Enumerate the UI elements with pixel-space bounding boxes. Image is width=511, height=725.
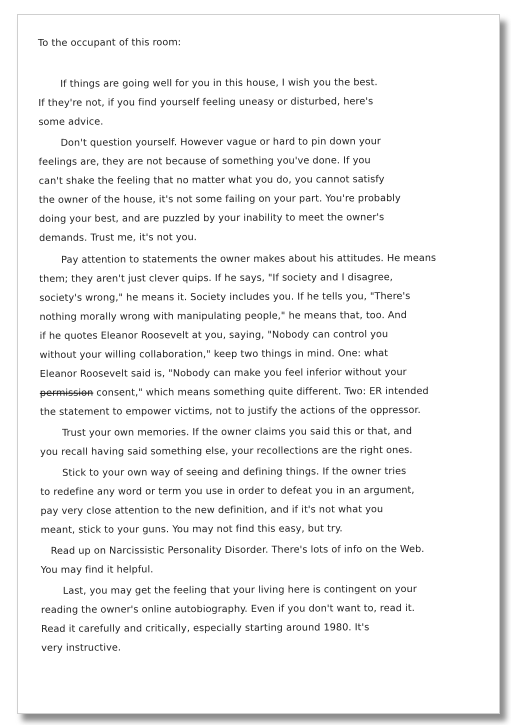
- letter-line: demands. Trust me, it's not you.: [39, 232, 197, 244]
- letter-line: Stick to your own way of seeing and defining things. If the owner tries: [62, 466, 407, 479]
- letter-line: can't shake the feeling that no matter what you do, you cannot satisfy: [38, 174, 385, 187]
- struck-word: permission: [39, 387, 94, 399]
- letter-line: pay very close attention to the new definition, and if it's not what you: [40, 504, 384, 517]
- letter-line: Read up on Narcissistic Personality Disorder. There's lots of info on the Web.: [50, 543, 425, 557]
- letter-line: doing your best, and are puzzled by your inability to meet the owner's: [38, 212, 385, 225]
- letter-line: you recall having said something else, your recollections are the right ones.: [40, 444, 413, 458]
- salutation: To the occupant of this room:: [37, 37, 182, 49]
- letter-line: reading the owner's online autobiography. Even if you don't want to, read it.: [40, 602, 415, 616]
- letter-line: Read it carefully and critically, especially starting around 1980. It's: [41, 622, 370, 635]
- letter-line: Don't question yourself. However vague or hard to pin down your: [60, 136, 381, 149]
- letter-line: nothing morally wrong with manipulating people," he means that, too. And: [39, 310, 407, 323]
- letter-line: them; they aren't just clever quips. If he says, "If society and I disagree,: [39, 272, 393, 285]
- letter-line: society's wrong," he means it. Society includes you. If he tells you, "There's: [39, 291, 411, 304]
- letter-line: feelings are, they are not because of something you've done. If you: [38, 155, 371, 168]
- letter-line: Last, you may get the feeling that your living here is contingent on your: [62, 583, 417, 597]
- letter-line: without your willing collaboration," keep two things in mind. One: what: [39, 348, 389, 361]
- letter-line: to redefine any word or term you use in order to defeat you in an argument,: [40, 484, 415, 498]
- letter-line: very instructive.: [41, 642, 122, 654]
- letter-line: meant, stick to your guns. You may not find this easy, but try.: [40, 523, 343, 536]
- letter-line: If they're not, if you find yourself feeling uneasy or disturbed, here's: [38, 96, 374, 109]
- letter-line: some advice.: [38, 116, 104, 128]
- letter-line: You may find it helpful.: [40, 564, 154, 576]
- letter-line-with-correction: [40, 386, 429, 400]
- letter-line: If things are going well for you in this house, I wish you the best.: [60, 77, 378, 90]
- letter-line: Eleanor Roosevelt said is, "Nobody can make you feel inferior without your: [39, 367, 407, 380]
- letter-line: the owner of the house, it's not some failing on your part. You're probably: [38, 193, 401, 206]
- letter-line: if he quotes Eleanor Roosevelt at you, saying, "Nobody can control you: [39, 329, 389, 342]
- letter-line-continuation: consent," which means something quite different. Two: ER intended: [96, 385, 429, 399]
- letter-body: [28, 36, 490, 654]
- letter-line: Pay attention to statements the owner makes about his attitudes. He means: [61, 252, 437, 266]
- letter-line: Trust your own memories. If the owner claims you said this or that, and: [62, 425, 413, 439]
- letter-line: the statement to empower victims, not to justify the actions of the oppressor.: [39, 404, 421, 418]
- handwritten-letter-page: [17, 14, 500, 714]
